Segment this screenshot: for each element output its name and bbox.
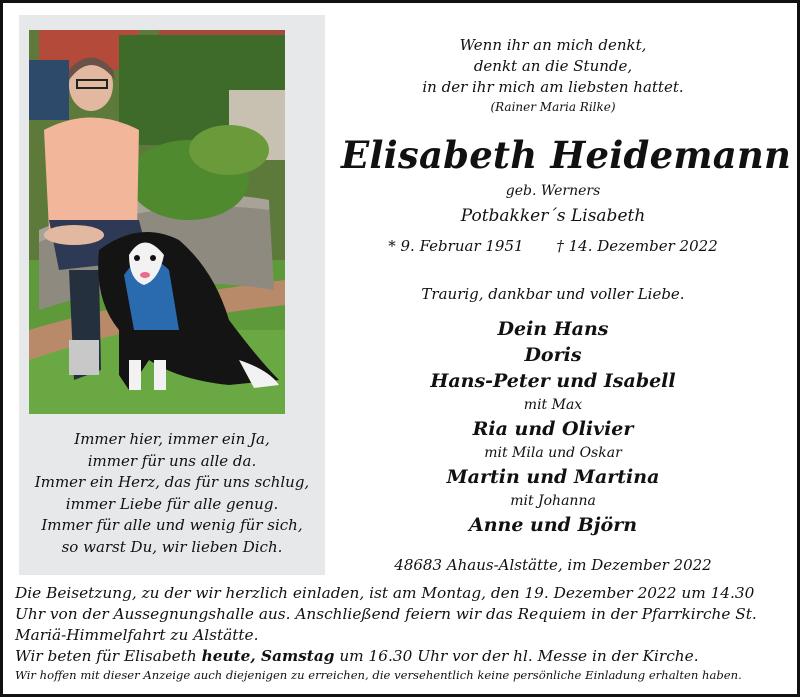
place-date: 48683 Ahaus-Alstätte, im Dezember 2022 (394, 556, 712, 574)
family-children: mit Johanna (510, 493, 596, 509)
birth-date: * 9. Februar 1951 (388, 237, 524, 255)
family-member: Dein Hans (497, 318, 609, 340)
mass-prefix: Wir beten für Elisabeth (15, 647, 202, 665)
life-dates (341, 237, 765, 255)
funeral-text: Die Beisetzung, zu der wir herzlich einladen, ist am Montag, den 19. Dezember 2022 um 14.30 Uhr von der Aussegnungshalle aus. Anschließend feiern wir das Requiem in der Pfarrkirche St. Mariä-Himmelfahrt zu Alstätte. (15, 584, 757, 644)
death-date: † 14. Dezember 2022 (556, 237, 718, 255)
poem-line: Immer ein Herz, das für uns schlug, (34, 473, 310, 491)
poem-line: Immer für alle und wenig für sich, (41, 516, 303, 534)
mourning-line: Traurig, dankbar und voller Liebe. (421, 285, 685, 303)
family-list (341, 316, 765, 538)
family-member: Anne und Björn (468, 514, 638, 536)
motto-quote (341, 35, 765, 116)
woman-with-dog-image (29, 30, 285, 414)
family-member: Hans-Peter und Isabell (430, 370, 676, 392)
left-panel (19, 15, 325, 575)
poem-line: immer für uns alle da. (87, 451, 257, 470)
mass-text (15, 646, 785, 667)
born-name: geb. Werners (505, 183, 601, 199)
mass-suffix: um 16.30 Uhr vor der hl. Messe in der Kirche. (334, 647, 699, 665)
motto-line: denkt an die Stunde, (473, 57, 633, 75)
mass-day: heute, Samstag (201, 647, 335, 665)
left-poem (19, 429, 325, 558)
portrait-photo (29, 30, 285, 414)
poem-line: so warst Du, wir lieben Dich. (61, 537, 283, 556)
motto-author: (Rainer Maria Rilke) (490, 100, 616, 114)
poem-line: Immer hier, immer ein Ja, (74, 430, 270, 448)
deceased-name: Elisabeth Heidemann (341, 133, 792, 177)
family-children: mit Mila und Oskar (484, 445, 622, 461)
family-member: Doris (524, 344, 582, 366)
family-children: mit Max (523, 397, 583, 413)
poem-line: immer Liebe für alle genug. (65, 494, 279, 513)
motto-line: Wenn ihr an mich denkt, (459, 36, 647, 54)
funeral-info (15, 583, 785, 684)
family-member: Martin und Martina (446, 466, 660, 488)
motto-line: in der ihr mich am liebsten hattet. (422, 78, 684, 96)
nickname: Potbakker´s Lisabeth (460, 206, 646, 226)
family-member: Ria und Olivier (472, 418, 634, 440)
invitation-note: Wir hoffen mit dieser Anzeige auch diejenigen zu erreichen, die versehentlich keine persönliche Einladung erhalten haben. (15, 668, 742, 682)
